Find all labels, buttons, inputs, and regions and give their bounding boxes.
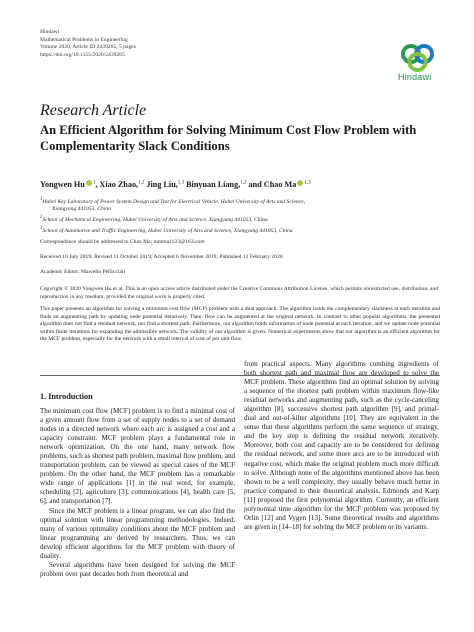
affiliation-marker: 1,3 <box>177 180 185 186</box>
affiliation-line: Xiangyang 441053, China <box>52 206 111 213</box>
article-type: Research Article <box>40 102 147 119</box>
correspondence: Correspondence should be addressed to Chao Ma; mmma1123@163.com <box>40 239 205 245</box>
publisher-name: Hindawi <box>40 29 60 35</box>
affiliation-marker: 1,2 <box>240 180 247 186</box>
affiliation-line: $^2$School of Mechanical Engineering, Hubei University of Arts and Science, Xiangyang 441053, China <box>40 215 268 223</box>
paragraph: Since the MCF problem is a linear program, we can also find the optimal solution with linear programming methodologies. Indeed, many of various optimality conditions about the MCF problem and linear programming are derived by researchers. Thus, we can develop efficient algorithms for the MCF problem with theory of duality. <box>40 506 235 560</box>
paper-title: An Efficient Algorithm for Solving Minimum Cost Flow Problem with Complementarity Slack Conditions <box>40 123 417 153</box>
paragraph: from practical aspects. Many algorithms combing ingredients of both shortest path and maximal flow are developed to solve the MCF problem. These algorithms find an optimal solution by solving a sequence of the shortest path problem within maximum flow-like residual networks and augmenting path, such as the cycle-canceling algorithm [8], successive shortest path algorithm [9], and primal-dual and out-of-kilter algorithms [10]. They are equivalent in the sense that these algorithms perform the same sequence of strategy, and the key step is defining the residual network iteratively. Moreover, both cost and capacity are to be considered for defining the residual network, and some more arcs are to be introduced with negative cost, which make the original problem much more difficult to solve. Although none of the algorithms mentioned above has been shown to be a well complexity, they usually behave much better in practice compared to their theoretical analysis. Edmonds and Karp [11] proposed the first polynomial algorithm. Currently, an efficient polynomial time algorithm for the MCF problem was proposed by Orlin [12] and Vygen [13]. Some theoretical results and algorithms are given in [14–18] for solving the MCF problem or its variants. <box>244 360 439 531</box>
affiliation-line: $^3$School of Automotive and Traffic Engineering, Hubei University of Arts and Science, Xiangyang 441053, China <box>40 225 293 234</box>
left-column <box>40 407 235 579</box>
affiliation-marker: 1,2 <box>138 180 145 186</box>
paragraph: The minimum cost flow (MCF) problem is to find a minimal cost of a given amount flow from a set of supply nodes to a set of demand nodes in a directed network where each arc is assigned a cost and a capacity constraint. MCF problem plays a fundamental role in network optimization. On the one hand, many network flow problems, such as shortest path problem, maximal flow problem, and transportation problem, can be viewed as special cases of the MCF problem. On the other hand, the MCF problem has a remarkable wide range of applications [1] in the real word, for example, scheduling [2], agriculture [3], communications [4], health care [5, 6], and transportation [7]. <box>40 407 235 506</box>
orcid-icon[interactable] <box>86 180 92 186</box>
affiliation-marker: 1 <box>92 180 96 186</box>
author-name: Chao Ma <box>263 180 297 189</box>
copyright-notice: Copyright © 2020 Yongwen Hu et al. This is an open access article distributed under the Creative Commons Attribution License, which permits unrestricted use, distribution, and reproduction in any medium, provided the original work is properly cited. <box>40 286 439 300</box>
academic-editor: Academic Editor: Marcello Pellicciari <box>40 269 126 275</box>
section-heading: 1. Introduction <box>40 392 93 401</box>
paragraph: Several algorithms have been designed for solving the MCF problem over past decades both from theoretical and <box>40 560 235 578</box>
doi-link[interactable]: https://doi.org/10.1155/2020/2439265 <box>40 51 125 58</box>
author-name: Jing Liu, <box>146 180 178 189</box>
right-column <box>244 360 439 532</box>
affiliation-line: $^1$Hubei Key Laboratory of Power System Design and Test for Electrical Vehicle, Hubei University of Arts and Science, <box>40 197 306 205</box>
abstract: This paper presents an algorithm for solving a minimum cost flow (MCF) problem with a dual approach. The algorithm holds the complementary slackness at each iteration and finds an augmenting path by updating node potential iteratively. Then, flow can be augmented at the original network. In contrast to other popular algorithms, the presented algorithm does not find a residual network, nor find a shortest path. Furthermore, our algorithm holds information of node potential at each iteration, and we update node potential within finite iterations for expanding the admissible network. The validity of our algorithm is given. Numerical experiments show that our algorithm is an efficient algorithm for the MCF problem, especially for the network with a small interval of cost of per unit flow. <box>40 306 440 343</box>
hindawi-logo-text: Hindawi <box>398 72 432 82</box>
affiliation-marker: 1,3 <box>304 180 311 186</box>
journal-header <box>40 29 136 59</box>
volume-line: Volume 2020, Article ID 2439265, 5 pages <box>40 44 136 51</box>
author-name: Xiao Zhao, <box>99 180 139 189</box>
orcid-icon[interactable] <box>297 180 303 186</box>
affiliations <box>40 196 440 235</box>
author-list: Yongwen Hu $^1$, Xiao Zhao,$^{1,2}$ Jing Liu,$^{1,3}$ Binyuan Liang,$^{1,2}$ and Chao Ma $^{1,3}$ <box>40 180 311 189</box>
publication-dates: Received 10 July 2019; Revised 11 October 2019; Accepted 6 November 2019; Published 12 February 2020 <box>40 254 283 260</box>
journal-name: Mathematical Problems in Engineering <box>40 36 128 43</box>
author-name: Yongwen Hu <box>40 180 85 189</box>
author-name: Binyuan Liang, <box>186 180 241 189</box>
